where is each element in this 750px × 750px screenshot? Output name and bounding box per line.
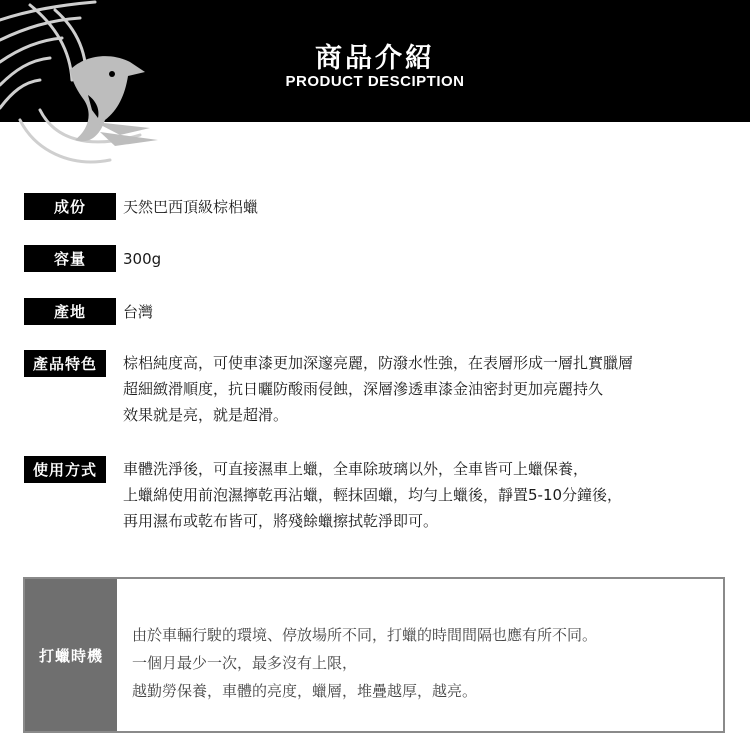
page-title: 商品介紹 [315,43,435,74]
spec-value-features [123,350,740,428]
waxing-timing-label: 打蠟時機 [25,579,117,731]
spec-value-origin [123,299,740,325]
header-banner [0,0,750,122]
spec-value-line: 車體洗淨後，可直接濕車上蠟，全車除玻璃以外，全車皆可上蠟保養， [123,460,589,478]
note-line: 一個月最少一次，最多沒有上限， [132,654,358,672]
spec-row-features [24,350,740,435]
spec-value-line: 超細緻滑順度，抗日曬防酸雨侵蝕，深層滲透車漆金油密封更加亮麗持久 [123,380,604,398]
spec-row-capacity [24,245,740,275]
waxing-timing-box [23,577,725,733]
spec-value-line: 效果就是亮，就是超滑。 [123,406,289,424]
spec-value-line: 再用濕布或乾布皆可，將殘餘蠟擦拭乾淨即可。 [123,512,439,530]
spec-row-origin [24,298,740,328]
spec-label-ingredient: 成份 [24,193,116,220]
spec-row-ingredient [24,193,740,223]
spec-label-capacity: 容量 [24,245,116,272]
waxing-timing-text [132,621,713,705]
spec-value-line: 300g [123,250,162,268]
spec-label-usage: 使用方式 [24,456,106,483]
spec-label-features: 產品特色 [24,350,106,377]
spec-value-usage [123,456,740,534]
note-line: 越勤勞保養，車體的亮度，蠟層，堆疊越厚，越亮。 [132,682,478,700]
page-subtitle: PRODUCT DESCIPTION [285,73,465,90]
spec-value-line: 棕梠純度高，可使車漆更加深邃亮麗，防潑水性強，在表層形成一層扎實臘層 [123,354,634,372]
spec-value-line: 上蠟綿使用前泡濕擰乾再沾蠟，輕抹固蠟，均勻上蠟後，靜置5-10分鐘後， [123,486,623,504]
spec-row-usage [24,456,740,541]
note-line: 由於車輛行駛的環境、停放場所不同，打蠟的時間間隔也應有所不同。 [132,626,598,644]
spec-value-capacity [123,246,740,272]
spec-value-line: 天然巴西頂級棕梠蠟 [123,198,259,216]
spec-value-line: 台灣 [123,303,154,321]
spec-value-ingredient [123,194,740,220]
spec-label-origin: 產地 [24,298,116,325]
